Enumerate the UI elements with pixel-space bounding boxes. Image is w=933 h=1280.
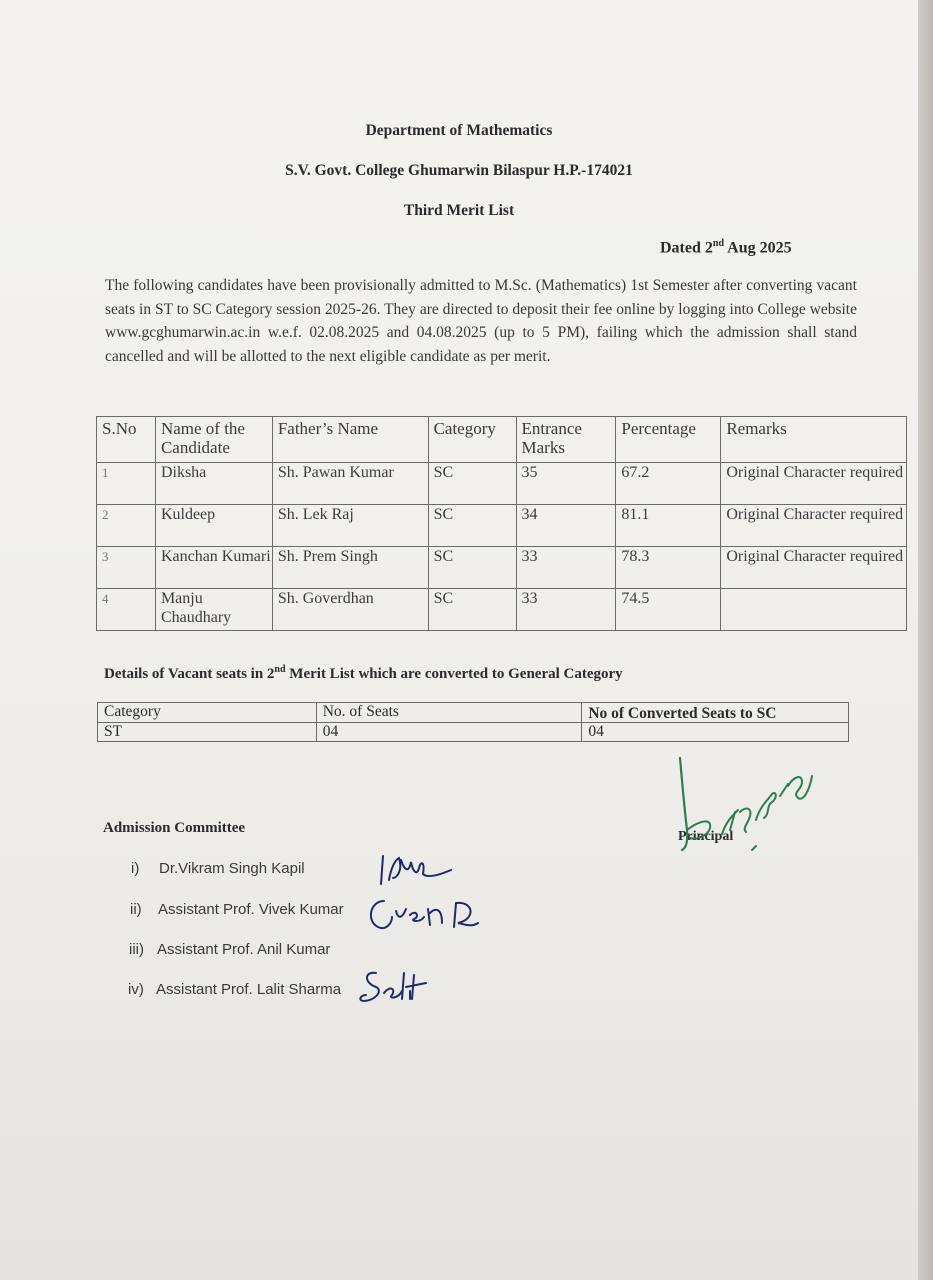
cell-category: SC: [428, 463, 516, 505]
signature-lalit-sharma: [354, 965, 444, 1015]
header-candidate-name: Name of the Candidate: [155, 417, 272, 463]
vacant-cell-category: ST: [98, 723, 317, 742]
date-superscript: nd: [712, 238, 725, 249]
principal-label: Principal: [678, 829, 734, 844]
cell-remarks: Original Character required: [721, 505, 907, 547]
vacant-header-row: [98, 703, 849, 723]
committee-member: [131, 860, 305, 877]
cell-father: Sh. Prem Singh: [272, 547, 428, 589]
vacant-heading-superscript: nd: [274, 664, 286, 675]
member-number: iv): [128, 981, 144, 998]
vacant-cell-converted: 04: [582, 723, 849, 742]
member-name: Dr.Vikram Singh Kapil: [159, 860, 305, 877]
vacant-header-converted: No of Converted Seats to SC: [582, 703, 849, 723]
cell-remarks: Original Character required: [721, 547, 907, 589]
cell-sno: 2: [97, 505, 156, 547]
member-number: iii): [129, 941, 144, 958]
cell-father: Sh. Pawan Kumar: [272, 463, 428, 505]
header-category: Category: [428, 417, 516, 463]
cell-name: Kuldeep: [155, 505, 272, 547]
signature-vikram-singh-kapil: [375, 848, 460, 888]
cell-percentage: 78.3: [616, 547, 721, 589]
member-name: Assistant Prof. Lalit Sharma: [156, 981, 342, 998]
date-line: [660, 238, 792, 257]
vacant-heading-suffix: Merit List which are converted to General Category: [285, 666, 623, 682]
member-name: Assistant Prof. Vivek Kumar: [158, 901, 344, 918]
header-sno: S.No: [97, 417, 156, 463]
header-entrance-marks: Entrance Marks: [516, 417, 616, 463]
list-title: Third Merit List: [403, 202, 515, 219]
table-row: [98, 723, 849, 742]
table-row: [97, 589, 907, 631]
cell-sno: 3: [97, 547, 156, 589]
cell-category: SC: [428, 547, 516, 589]
cell-percentage: 81.1: [616, 505, 721, 547]
header-percentage: Percentage: [616, 417, 721, 463]
committee-member: [128, 981, 341, 998]
member-number: ii): [130, 901, 142, 918]
vacant-seats-heading: [104, 664, 623, 683]
cell-marks: 34: [516, 505, 616, 547]
table-row: [97, 547, 907, 589]
cell-marks: 33: [516, 547, 616, 589]
vacant-header-seats: No. of Seats: [316, 703, 582, 723]
cell-sno: 4: [97, 589, 156, 631]
date-suffix: Aug 2025: [724, 239, 792, 257]
vacant-seats-table: [97, 702, 849, 742]
committee-member: [129, 941, 330, 958]
member-number: i): [131, 860, 140, 877]
cell-percentage: 74.5: [616, 589, 721, 631]
college-heading: S.V. Govt. College Ghumarwin Bilaspur H.P.-174021: [285, 162, 633, 179]
cell-category: SC: [428, 505, 516, 547]
header-father-name: Father’s Name: [272, 417, 428, 463]
cell-father: Sh. Goverdhan: [272, 589, 428, 631]
intro-paragraph: The following candidates have been provisionally admitted to M.Sc. (Mathematics) 1st Semester after converting vacant seats in ST to SC Category session 2025-26. They are directed to deposit their fee online by logging into College website www.gcghumarwin.ac.in w.e.f. 02.08.2025 and 04.08.2025 (up to 5 PM), failing which the admission shall stand cancelled and will be allotted to the next eligible candidate as per merit.: [105, 277, 857, 365]
cell-name: Diksha: [155, 463, 272, 505]
signature-vivek-kumar: [362, 893, 487, 938]
cell-remarks: [721, 589, 907, 631]
cell-sno: 1: [97, 463, 156, 505]
merit-table: [96, 416, 907, 631]
vacant-cell-seats: 04: [316, 723, 582, 742]
merit-header-row: [97, 417, 907, 463]
header-remarks: Remarks: [721, 417, 907, 463]
cell-name: Kanchan Kumari: [155, 547, 272, 589]
cell-percentage: 67.2: [616, 463, 721, 505]
page-edge-shadow: [918, 0, 933, 1280]
cell-father: Sh. Lek Raj: [272, 505, 428, 547]
member-name: Assistant Prof. Anil Kumar: [157, 941, 331, 958]
cell-marks: 35: [516, 463, 616, 505]
cell-marks: 33: [516, 589, 616, 631]
vacant-header-category: Category: [98, 703, 317, 723]
cell-name: Manju Chaudhary: [155, 589, 272, 631]
date-prefix: Dated 2: [660, 239, 713, 257]
cell-remarks: Original Character required: [721, 463, 907, 505]
cell-category: SC: [428, 589, 516, 631]
committee-member: [130, 901, 344, 918]
vacant-heading-prefix: Details of Vacant seats in 2: [104, 666, 275, 682]
department-heading: Department of Mathematics: [365, 122, 553, 139]
table-row: [97, 505, 907, 547]
admission-committee-heading: Admission Committee: [103, 820, 246, 836]
table-row: [97, 463, 907, 505]
